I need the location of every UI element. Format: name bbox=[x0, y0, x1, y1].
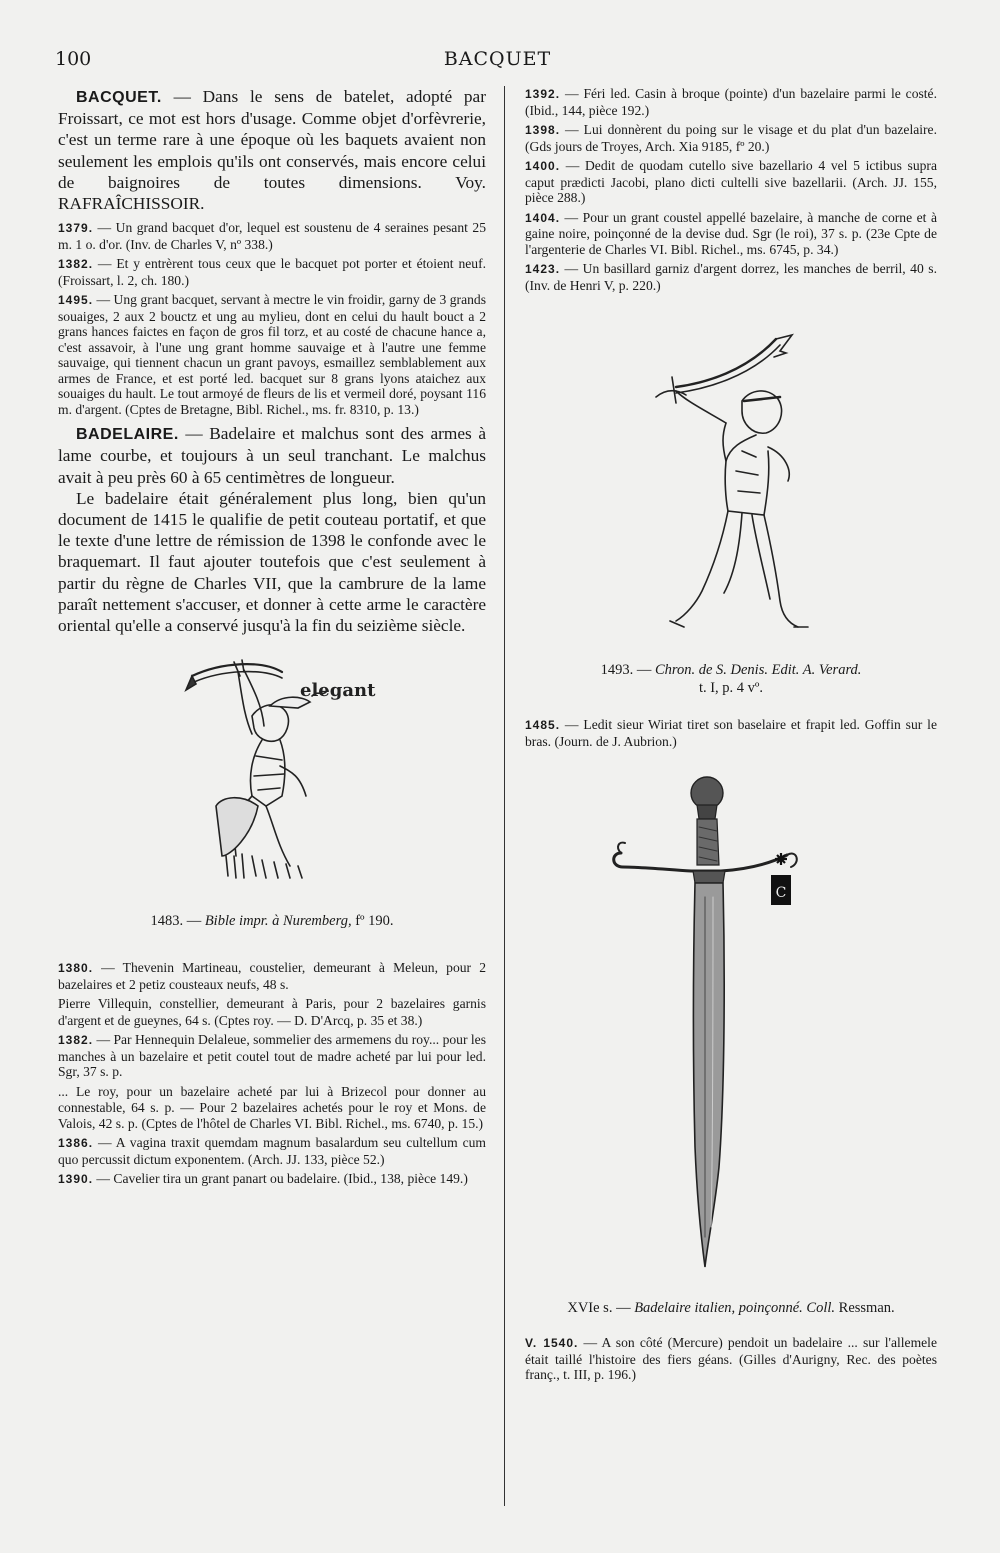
badelaire-paragraph: Le badelaire était généralement plus long, bien qu'un document de 1415 le qualifie de petit couteau portatif, et que le texte d'une lettre de rémission de 1398 le confonde avec le braquemart. Il faut ajouter toutefois que c'est seulement à partir du règne de Charles VII, que la cambrure de la lame paraît nettement s'accuser, et donner à cette arme le caractère oriental qu'elle a conservé jusqu'à la fin du seizième siècle. bbox=[58, 488, 486, 636]
figure-1483 bbox=[182, 656, 376, 896]
woodcut-man-with-sword-illustration bbox=[646, 331, 816, 651]
citation-text: ... Le roy, pour un bazelaire acheté par lui à Brizecol pour donner au connestable, 64 s. p. — Pour 2 bazelaires achetés pour le roy et Mons. de Valois, 42 s. p. (Cptes de l'hôtel de Charles VI. Bibl. Richel., ms. 6740, p. 15.) bbox=[58, 1083, 486, 1131]
caption-source: Bible impr. à Nuremberg, bbox=[204, 913, 352, 930]
citation bbox=[58, 996, 486, 1028]
citation bbox=[525, 122, 937, 154]
citation-text: — Dedit de quodam cutello sive bazellario 4 vel 5 ictibus supra caput prædicti Jacobi, plano dicti cultelli sive bazellarii. (Arch. JJ. 155, pièce 288.) bbox=[525, 158, 937, 205]
citation-1485 bbox=[525, 717, 937, 749]
figure-xvie-caption bbox=[525, 1299, 937, 1317]
figure-1493 bbox=[646, 331, 816, 651]
caption-number: 1483. — bbox=[150, 913, 205, 930]
citation bbox=[58, 1084, 486, 1132]
headword-bacquet: BACQUET. bbox=[76, 89, 162, 106]
caption-number: 1493. — bbox=[600, 662, 655, 678]
citation-text: — Ung grant bacquet, servant à mectre le vin froidir, garny de 3 grands souaiges, 2 aux 2 bouctz et ung au mylieu, dont en celui du hault bouct a 2 grans hances faictes en façon de gros fil torz, et au costé de chacune hance a, c'est assavoir, à l'une ung grant homme sauvaige et à l'autre une femme sauvaige, qui tiennent chacun un grant pavoys, esmaillez semblablement aux armes de France, et est porté led. bacquet sur 8 grans lyons ataichez aux souaiges du hault. Le tout armoyé de fleurs de lis et vermeil doré, poysant 116 m. d'argent. (Cptes de Bretagne, Bibl. Richel., ms. fr. 8310, p. 13.) bbox=[58, 292, 486, 417]
citation-number: 1398. bbox=[525, 123, 561, 137]
left-column bbox=[58, 86, 486, 1513]
running-title: BACQUET bbox=[443, 48, 552, 70]
badelaire-citations bbox=[58, 960, 486, 1188]
citation-text: — Féri led. Casin à broque (pointe) d'un bazelaire parmi le costé. (Ibid., 144, pièce 192.) bbox=[525, 86, 937, 118]
citation bbox=[58, 1135, 486, 1167]
badelaire-definition: — Badelaire et malchus sont des armes à lame courbe, et toujours à un seul tranchant. Le malchus avait à peu près 60 à 65 centimètres de longueur. bbox=[58, 424, 486, 487]
citation-text: Pierre Villequin, constellier, demeurant à Paris, pour 2 bazelaires garnis d'argent et de gueynes, 64 s. (Cptes roy. — D. D'Arcq, p. 35 et 38.) bbox=[58, 996, 486, 1028]
caption-source: Chron. de S. Denis. Edit. A. Verard. bbox=[654, 662, 862, 678]
citation-number: 1390. bbox=[58, 1172, 94, 1187]
citation-number: 1382. bbox=[58, 257, 94, 272]
right-citations bbox=[525, 86, 937, 293]
citation bbox=[58, 292, 486, 417]
figure-1493-caption bbox=[525, 661, 937, 679]
bacquet-citations bbox=[58, 220, 486, 417]
badelaire-entry bbox=[58, 423, 486, 488]
citation-number: 1386. bbox=[58, 1136, 94, 1151]
citation-text: — A son côté (Mercure) pendoit un badelaire ... sur l'allemele était taillé l'histoire des fiers géans. (Gilles d'Aurigny, Rec. des poètes franç., t. III, p. 196.) bbox=[525, 1335, 937, 1382]
citation-number: 1404. bbox=[525, 210, 561, 225]
column-divider bbox=[504, 86, 505, 1506]
citation bbox=[525, 210, 937, 258]
figure-xvie-badelaire bbox=[601, 767, 861, 1297]
citation bbox=[58, 256, 486, 288]
citation bbox=[525, 86, 937, 118]
caption-folio: fº 190. bbox=[351, 913, 394, 930]
citation-text: — A vagina traxit quemdam magnum basalardum seu cultellum cum quo percussit dictum exponentem. (Arch. JJ. 133, pièce 52.) bbox=[58, 1135, 486, 1167]
citation bbox=[525, 158, 937, 206]
citation-1540 bbox=[525, 1335, 937, 1383]
citation bbox=[58, 220, 486, 252]
right-column bbox=[525, 86, 937, 1513]
citation-number: 1400. bbox=[525, 159, 561, 173]
citation bbox=[58, 1032, 486, 1080]
headword-badelaire: BADELAIRE. bbox=[76, 426, 179, 444]
citation-number: 1423. bbox=[525, 262, 561, 276]
citation-number: 1380. bbox=[58, 961, 94, 976]
woodcut-swordsman-illustration bbox=[182, 656, 376, 896]
citation-number: 1495. bbox=[58, 293, 94, 308]
citation-text: — Ledit sieur Wiriat tiret son baselaire et frapit led. Goffin sur le bras. (Journ. de J. Aubrion.) bbox=[525, 717, 937, 749]
citation-text: — Thevenin Martineau, coustelier, demeurant à Meleun, pour 2 bazelaires et 2 petiz cousteaux neufs, 48 s. bbox=[58, 960, 486, 992]
italian-badelaire-sword-illustration bbox=[601, 767, 861, 1297]
citation bbox=[525, 261, 937, 293]
page-number: 100 bbox=[55, 48, 92, 70]
caption-description: Badelaire italien, poinçonné. Coll. bbox=[634, 1300, 836, 1316]
citation-text: — Un grand bacquet d'or, lequel est soustenu de 4 seraines pesant 25 m. 1 o. d'or. (Inv. de Charles V, nº 338.) bbox=[58, 220, 486, 252]
figure-1483-caption bbox=[58, 912, 486, 930]
citation-text: — Un basillard garniz d'argent dorrez, les manches de berril, 40 s. (Inv. de Henri V, p. 220.) bbox=[525, 261, 937, 293]
citation-text: — Et y entrèrent tous ceux que le bacquet pot porter et étoient neuf. (Froissart, l. 2, ch. 180.) bbox=[58, 256, 486, 288]
caption-century: XVIe s. — bbox=[567, 1300, 635, 1316]
poincon-letter: C bbox=[775, 885, 787, 901]
citation-number: 1382. bbox=[58, 1033, 94, 1048]
citation-number: 1485. bbox=[525, 718, 561, 732]
citation-number: V. 1540. bbox=[525, 1336, 579, 1350]
citation-text: — Cavelier tira un grant panart ou badelaire. (Ibid., 138, pièce 149.) bbox=[93, 1171, 468, 1187]
citation-text: — Par Hennequin Delaleue, sommelier des armemens du roy... pour les manches à un bazelaire et petit coutel tout de madre acheté par lui pour led. Sgr, 37 s. p. bbox=[58, 1032, 486, 1080]
woodcut-inscription: elegant bbox=[300, 680, 376, 702]
citation-number: 1392. bbox=[525, 87, 561, 101]
bacquet-entry bbox=[58, 86, 486, 214]
citation-text: — Pour un grant coustel appellé bazelaire, à manche de corne et à gaine noire, poinçonné de la devise dud. Sgr (le roi), 37 s. p. (23e Cpte de l'argenterie de Charles VI. Bibl. Richel., ms. 6745, p. 34.) bbox=[525, 209, 937, 257]
citation bbox=[58, 1171, 486, 1188]
citation-text: — Lui donnèrent du poing sur le visage et du plat d'un bazelaire. (Gds jours de Troyes, Arch. Xia 9185, fº 20.) bbox=[525, 122, 937, 154]
page-header bbox=[55, 48, 940, 72]
figure-1493-caption-volume: t. I, p. 4 vº. bbox=[698, 680, 764, 696]
citation bbox=[58, 960, 486, 992]
caption-collector: Ressman. bbox=[835, 1300, 895, 1316]
citation-number: 1379. bbox=[58, 221, 94, 236]
bacquet-definition: — Dans le sens de batelet, adopté par Froissart, ce mot est hors d'usage. Comme objet d'orfèvrerie, c'est un terme rare à une époque où les baquets avaient non seulement les emplois qu'ils ont conservés, mais encore celui de baignoires de toutes dimensions. Voy. RAFRAÎCHISSOIR. bbox=[58, 87, 486, 214]
